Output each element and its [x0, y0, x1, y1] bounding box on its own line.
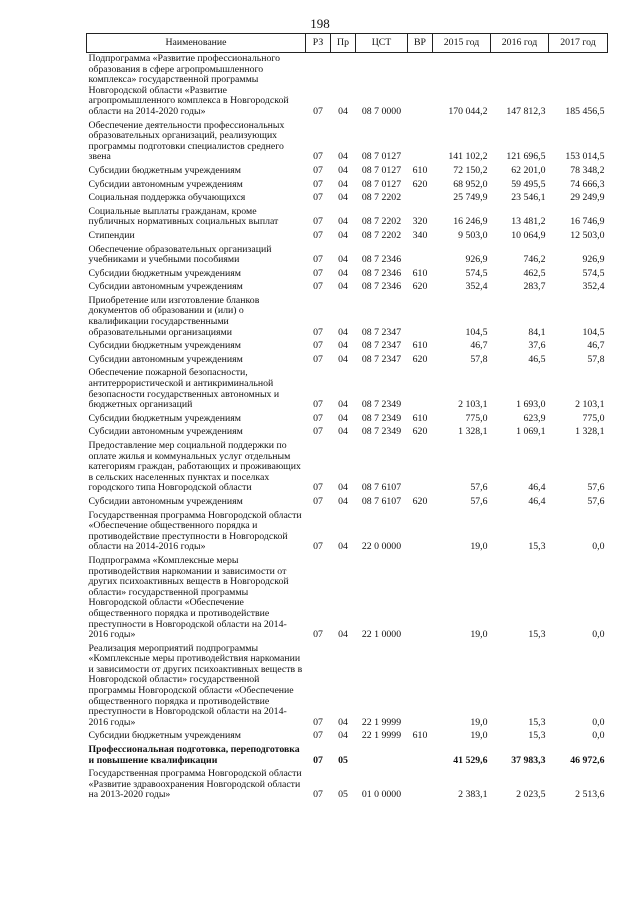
- row-rz: 07: [313, 541, 323, 553]
- header-2017: 2017 год: [549, 34, 608, 53]
- table-row: [87, 165, 608, 179]
- row-vr: 620: [412, 495, 428, 507]
- row-value-2015: 68 952,0: [453, 178, 488, 190]
- table-row: [87, 120, 608, 165]
- row-value-2015: 57,6: [470, 495, 488, 507]
- row-pr: 04: [338, 178, 348, 190]
- row-rz: 07: [313, 412, 323, 424]
- row-name: Субсидии автономным учреждениям: [88, 178, 243, 190]
- row-rz: 07: [313, 629, 323, 641]
- row-value-2016: 62 201,0: [511, 164, 546, 176]
- row-vr: [408, 53, 433, 120]
- row-value-2015: 1 328,1: [458, 426, 488, 438]
- row-rz: 07: [313, 164, 323, 176]
- row-name: Субсидии автономным учреждениям: [88, 426, 243, 438]
- row-value-2015: 170 044,2: [448, 105, 488, 117]
- row-value-2015: 19,0: [470, 730, 488, 742]
- row-vr: [408, 510, 433, 555]
- table-row: [87, 367, 608, 412]
- row-value-2016: 46,4: [528, 482, 546, 494]
- row-cst: 08 7 0127: [361, 178, 402, 190]
- row-value-2017: 775,0: [582, 412, 605, 424]
- row-rz: 07: [313, 495, 323, 507]
- row-rz: 07: [313, 254, 323, 266]
- row-cst: 22 1 9999: [361, 716, 402, 728]
- row-cst: 08 7 2349: [361, 399, 402, 411]
- row-rz: 07: [313, 730, 323, 742]
- row-value-2015: 46,7: [470, 340, 488, 352]
- row-name: Предоставление мер социальной поддержки по оплате жилья и коммунальных услуг отдельным категориям граждан, работающих и проживающих в сельских населенных пунктах и поселках городского типа Новгородской области: [88, 440, 301, 494]
- row-value-2017: 2 103,1: [575, 399, 605, 411]
- row-rz: 07: [313, 281, 323, 293]
- row-cst: 08 7 2202: [361, 192, 402, 204]
- row-value-2017: 57,8: [587, 353, 605, 365]
- row-pr: 04: [338, 730, 348, 742]
- table-row: [87, 440, 608, 496]
- row-value-2016: 59 495,5: [511, 178, 546, 190]
- row-pr: 04: [338, 281, 348, 293]
- row-cst: 08 7 0127: [361, 164, 402, 176]
- row-rz: 07: [313, 326, 323, 338]
- row-cst: 08 7 2347: [361, 326, 402, 338]
- row-name: Социальные выплаты гражданам, кроме публичных нормативных социальных выплат: [88, 205, 279, 228]
- row-pr: 04: [338, 541, 348, 553]
- row-pr: 04: [338, 326, 348, 338]
- row-rz: 07: [313, 192, 323, 204]
- table-row: [87, 192, 608, 206]
- header-2015: 2015 год: [433, 34, 491, 53]
- row-vr: 620: [412, 281, 428, 293]
- table-row: [87, 730, 608, 744]
- row-cst: 08 7 2349: [361, 426, 402, 438]
- row-value-2017: 29 249,9: [570, 192, 605, 204]
- table-row: [87, 281, 608, 295]
- row-pr: 04: [338, 482, 348, 494]
- row-vr: 610: [412, 412, 428, 424]
- table-row: [87, 244, 608, 268]
- table-row: [87, 744, 608, 768]
- row-value-2015: 57,8: [470, 353, 488, 365]
- row-value-2017: 46 972,6: [570, 754, 605, 766]
- row-value-2016: 10 064,9: [511, 229, 546, 241]
- row-vr: 610: [412, 164, 428, 176]
- row-value-2016: 2 023,5: [516, 789, 546, 801]
- row-value-2016: 37 983,3: [511, 754, 546, 766]
- row-pr: 04: [338, 267, 348, 279]
- row-value-2017: 12 503,0: [570, 229, 605, 241]
- row-rz: 07: [313, 716, 323, 728]
- row-value-2016: 46,4: [528, 495, 546, 507]
- row-pr: 04: [338, 192, 348, 204]
- header-pr: Пр: [331, 34, 356, 53]
- row-rz: 07: [313, 151, 323, 163]
- row-vr: 610: [412, 340, 428, 352]
- row-vr: 620: [412, 353, 428, 365]
- table-row: [87, 426, 608, 440]
- row-value-2016: 15,3: [528, 629, 546, 641]
- row-vr: [408, 643, 433, 731]
- row-value-2017: 574,5: [582, 267, 605, 279]
- row-pr: 04: [338, 399, 348, 411]
- row-value-2017: 926,9: [582, 254, 605, 266]
- row-name: Государственная программа Новгородской области «Развитие здравоохранения Новгородской области на 2013-2020 годы»: [88, 768, 302, 801]
- table-row: [87, 268, 608, 282]
- row-rz: 07: [313, 178, 323, 190]
- row-value-2017: 1 328,1: [575, 426, 605, 438]
- page-number: 198: [310, 16, 330, 31]
- row-rz: 07: [313, 267, 323, 279]
- row-value-2017: 16 746,9: [570, 216, 605, 228]
- row-pr: 04: [338, 254, 348, 266]
- table-row: [87, 643, 608, 731]
- row-cst: 08 7 2202: [361, 229, 402, 241]
- row-cst: 22 1 9999: [361, 730, 402, 742]
- row-name: Государственная программа Новгородской области «Обеспечение общественного порядка и противодействие преступности в Новгородской области на 2014-2016 годы»: [88, 509, 302, 553]
- row-pr: 04: [338, 426, 348, 438]
- row-pr: 04: [338, 105, 348, 117]
- header-vr: ВР: [408, 34, 433, 53]
- table-row: [87, 340, 608, 354]
- row-value-2016: 147 812,3: [506, 105, 546, 117]
- row-rz: 07: [313, 789, 323, 801]
- row-value-2015: 352,4: [465, 281, 488, 293]
- row-value-2016: 84,1: [528, 326, 546, 338]
- row-pr: 04: [338, 229, 348, 241]
- row-rz: 07: [313, 229, 323, 241]
- row-vr: [408, 768, 433, 803]
- row-pr: 04: [338, 629, 348, 641]
- row-rz: 07: [313, 482, 323, 494]
- row-value-2015: 9 503,0: [458, 229, 488, 241]
- row-pr: 04: [338, 151, 348, 163]
- row-cst: 08 7 2346: [361, 281, 402, 293]
- row-name: Обеспечение пожарной безопасности, антитеррористической и антикриминальной безопасности государственных автономных и бюджетных организаций: [88, 367, 280, 411]
- row-name: Стипендии: [88, 229, 135, 241]
- row-value-2017: 78 348,2: [570, 164, 605, 176]
- row-name: Подпрограмма «Развитие профессионального образования в сфере агропромышленного комплекса» государственной программы Новгородской области «Развитие агропромышленного комплекса в Новгородской области на 2014-2020 годы»: [88, 53, 289, 117]
- row-cst: 22 1 0000: [361, 629, 402, 641]
- row-value-2017: 153 014,5: [565, 151, 605, 163]
- row-cst: 08 7 2346: [361, 267, 402, 279]
- row-value-2015: 25 749,9: [453, 192, 488, 204]
- row-name: Субсидии автономным учреждениям: [88, 353, 243, 365]
- table-body: [87, 53, 608, 804]
- row-name: Реализация мероприятий подпрограммы «Комплексные меры противодействия наркомании и зависимости от других психоактивных веществ в Новгородской области» государственной программы Новгородской области «Обеспечение общественного порядка и противодействие преступности в Новгородской области на 2014-2016 годы»: [88, 642, 303, 728]
- row-value-2016: 15,3: [528, 716, 546, 728]
- row-value-2017: 74 666,3: [570, 178, 605, 190]
- row-rz: 07: [313, 754, 323, 766]
- row-pr: 04: [338, 495, 348, 507]
- row-rz: 07: [313, 216, 323, 228]
- row-name: Субсидии автономным учреждениям: [88, 281, 243, 293]
- row-value-2015: 41 529,6: [453, 754, 488, 766]
- row-name: Субсидии бюджетным учреждениям: [88, 340, 241, 352]
- row-name: Субсидии бюджетным учреждениям: [88, 267, 241, 279]
- row-cst: 08 7 2349: [361, 412, 402, 424]
- row-value-2015: 19,0: [470, 716, 488, 728]
- row-value-2015: 574,5: [465, 267, 488, 279]
- table-row: [87, 555, 608, 643]
- table-row: [87, 413, 608, 427]
- row-pr: 05: [338, 789, 348, 801]
- budget-table: [86, 33, 608, 803]
- row-value-2015: 57,6: [470, 482, 488, 494]
- row-value-2017: 2 513,6: [575, 789, 605, 801]
- table-row: [87, 230, 608, 244]
- row-cst: 08 7 2202: [361, 216, 402, 228]
- row-value-2016: 15,3: [528, 541, 546, 553]
- row-rz: 07: [313, 353, 323, 365]
- row-name: Профессиональная подготовка, переподготовка и повышение квалификации: [88, 744, 300, 766]
- row-vr: 620: [412, 426, 428, 438]
- row-value-2016: 283,7: [523, 281, 546, 293]
- row-value-2016: 1 069,1: [516, 426, 546, 438]
- row-name: Подпрограмма «Комплексные меры противодействия наркомании и зависимости от других психоактивных веществ в Новгородской области» государственной программы Новгородской области «Обеспечение общественного порядка и противодействие преступности в Новгородской области на 2014-2016 годы»: [88, 554, 289, 641]
- row-value-2016: 46,5: [528, 353, 546, 365]
- table-header-row: [87, 34, 608, 53]
- row-value-2017: 57,6: [587, 495, 605, 507]
- header-name: Наименование: [87, 34, 306, 53]
- row-name: Обеспечение образовательных организаций учебниками и учебными пособиями: [88, 243, 272, 266]
- row-rz: 07: [313, 426, 323, 438]
- row-pr: 04: [338, 340, 348, 352]
- row-name: Субсидии бюджетным учреждениям: [88, 730, 241, 742]
- row-value-2017: 185 456,5: [565, 105, 605, 117]
- row-rz: 07: [313, 105, 323, 117]
- row-pr: 04: [338, 164, 348, 176]
- header-cst: ЦСТ: [356, 34, 408, 53]
- row-name: Обеспечение деятельности профессиональных образовательных организаций, реализующих программы подготовки специалистов среднего звена: [88, 119, 285, 163]
- row-value-2016: 623,9: [523, 412, 546, 424]
- row-cst: 08 7 6107: [361, 482, 402, 494]
- row-cst: 08 7 2347: [361, 340, 402, 352]
- header-rz: РЗ: [306, 34, 331, 53]
- table-row: [87, 179, 608, 193]
- row-value-2016: 746,2: [523, 254, 546, 266]
- row-name: Приобретение или изготовление бланков документов об образовании и (или) о квалификации государственными образовательными организациями: [88, 294, 260, 338]
- row-value-2017: 0,0: [592, 716, 605, 728]
- row-vr: [408, 440, 433, 496]
- row-cst: 08 7 6107: [361, 495, 402, 507]
- row-value-2017: 0,0: [592, 629, 605, 641]
- row-name: Социальная поддержка обучающихся: [88, 192, 246, 204]
- row-rz: 07: [313, 399, 323, 411]
- row-pr: 04: [338, 412, 348, 424]
- row-value-2015: 2 383,1: [458, 789, 488, 801]
- row-value-2015: 19,0: [470, 629, 488, 641]
- table-row: [87, 206, 608, 230]
- row-value-2015: 2 103,1: [458, 399, 488, 411]
- row-cst: 08 7 0127: [361, 151, 402, 163]
- row-value-2016: 13 481,2: [511, 216, 546, 228]
- row-rz: 07: [313, 340, 323, 352]
- row-value-2017: 0,0: [592, 541, 605, 553]
- table-row: [87, 510, 608, 555]
- table-row: [87, 496, 608, 510]
- row-value-2016: 15,3: [528, 730, 546, 742]
- row-value-2017: 57,6: [587, 482, 605, 494]
- row-value-2017: 46,7: [587, 340, 605, 352]
- row-value-2015: 72 150,2: [453, 164, 488, 176]
- table-row: [87, 768, 608, 803]
- row-value-2015: 16 246,9: [453, 216, 488, 228]
- row-vr: [408, 367, 433, 412]
- row-value-2015: 104,5: [465, 326, 488, 338]
- row-pr: 05: [338, 754, 348, 766]
- row-vr: [408, 192, 433, 206]
- row-vr: [408, 120, 433, 165]
- row-pr: 04: [338, 353, 348, 365]
- table-row: [87, 295, 608, 340]
- row-value-2015: 775,0: [465, 412, 488, 424]
- row-vr: [408, 555, 433, 643]
- table-row: [87, 354, 608, 368]
- row-vr: 620: [412, 178, 428, 190]
- row-value-2015: 19,0: [470, 541, 488, 553]
- table-row: [87, 53, 608, 120]
- row-cst: 08 7 2346: [361, 254, 402, 266]
- row-pr: 04: [338, 216, 348, 228]
- row-value-2016: 37,6: [528, 340, 546, 352]
- row-cst: 22 0 0000: [361, 541, 402, 553]
- header-2016: 2016 год: [491, 34, 549, 53]
- row-value-2016: 121 696,5: [506, 151, 546, 163]
- row-name: Субсидии автономным учреждениям: [88, 495, 243, 507]
- row-vr: [408, 295, 433, 340]
- row-pr: 04: [338, 716, 348, 728]
- row-vr: 610: [412, 730, 428, 742]
- row-value-2017: 352,4: [582, 281, 605, 293]
- row-value-2016: 1 693,0: [516, 399, 546, 411]
- row-value-2016: 23 546,1: [511, 192, 546, 204]
- row-value-2017: 0,0: [592, 730, 605, 742]
- row-name: Субсидии бюджетным учреждениям: [88, 164, 241, 176]
- row-vr: [408, 744, 433, 768]
- row-cst: 01 0 0000: [361, 789, 402, 801]
- row-vr: 340: [412, 229, 428, 241]
- row-value-2015: 141 102,2: [448, 151, 488, 163]
- row-vr: 610: [412, 267, 428, 279]
- row-name: Субсидии бюджетным учреждениям: [88, 412, 241, 424]
- row-vr: [408, 244, 433, 268]
- row-value-2017: 104,5: [582, 326, 605, 338]
- row-cst: 08 7 0000: [361, 105, 402, 117]
- row-value-2015: 926,9: [465, 254, 488, 266]
- row-cst: 08 7 2347: [361, 353, 402, 365]
- row-vr: 320: [412, 216, 428, 228]
- row-value-2016: 462,5: [523, 267, 546, 279]
- row-cst: [356, 744, 408, 768]
